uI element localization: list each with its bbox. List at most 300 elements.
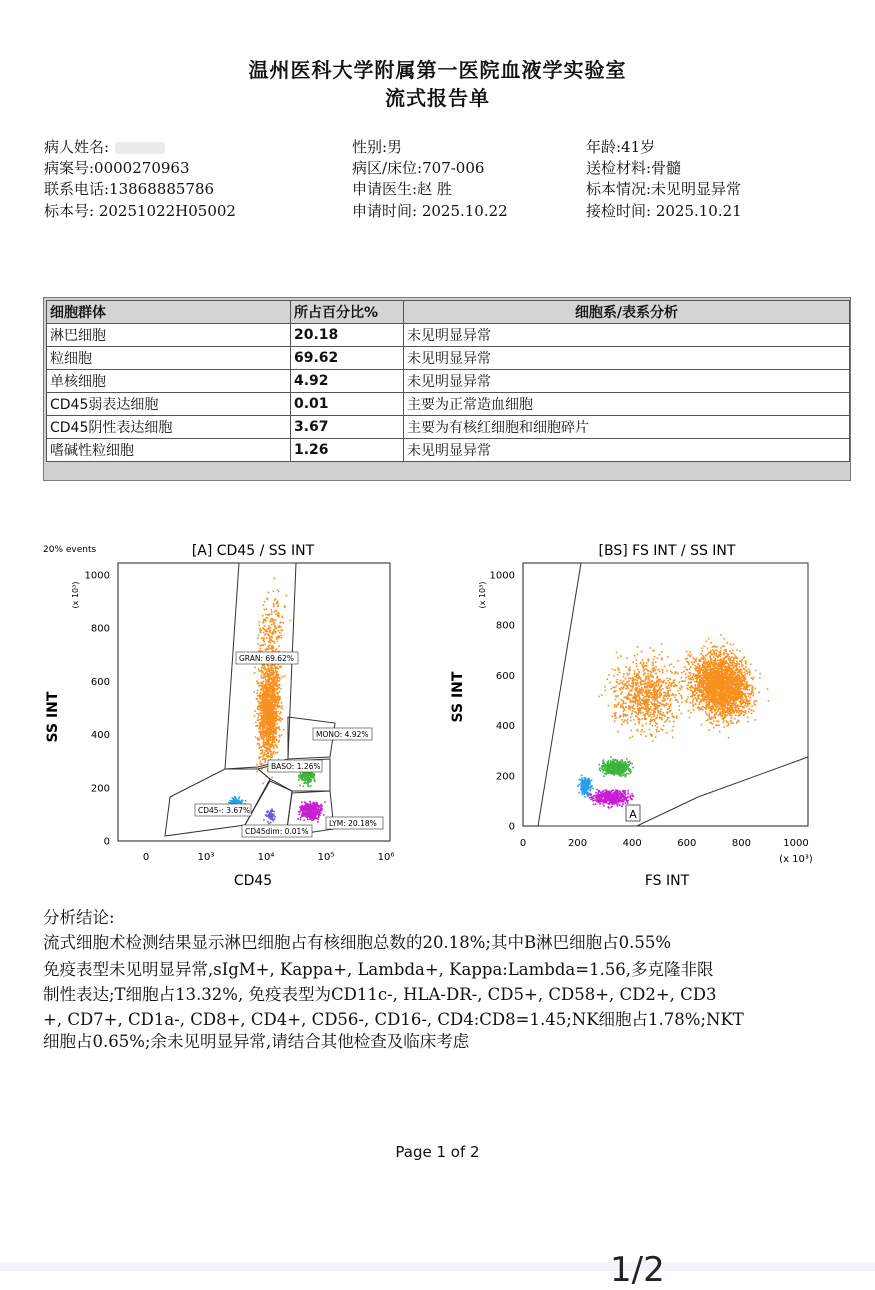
event-dot (689, 651, 691, 653)
event-dot (309, 818, 311, 820)
event-dot (742, 697, 744, 699)
event-dot (266, 701, 268, 703)
event-dot (274, 578, 276, 580)
event-dot (690, 677, 692, 679)
plot-a-xticks (143, 852, 395, 863)
event-dot (260, 630, 262, 632)
event-dot (735, 663, 737, 665)
event-dot (728, 656, 730, 658)
event-dot (284, 675, 286, 677)
event-dot (254, 667, 256, 669)
event-dot (268, 719, 270, 721)
event-dot (258, 719, 260, 721)
event-dot (748, 711, 750, 713)
event-dot (714, 688, 716, 690)
event-dot (273, 748, 275, 750)
event-dot (688, 678, 690, 680)
table-row (47, 416, 850, 439)
event-dot (275, 708, 277, 710)
event-dot (720, 655, 722, 657)
event-dot (308, 780, 310, 782)
event-dot (720, 634, 722, 636)
event-dot (279, 706, 281, 708)
event-dot (320, 808, 322, 810)
event-dot (273, 740, 275, 742)
event-dot (259, 709, 261, 711)
event-dot (257, 637, 259, 639)
event-dot (712, 649, 714, 651)
event-dot (321, 808, 323, 810)
event-dot (746, 681, 748, 683)
event-dot (301, 779, 303, 781)
event-dot (273, 632, 275, 634)
event-dot (702, 683, 704, 685)
event-dot (314, 804, 316, 806)
event-dot (260, 750, 262, 752)
event-dot (318, 811, 320, 813)
event-dot (692, 663, 694, 665)
event-dot (755, 700, 757, 702)
event-dot (263, 740, 265, 742)
event-dot (266, 720, 268, 722)
event-dot (261, 736, 263, 738)
event-dot (698, 683, 700, 685)
ytick-1000: 1000 (490, 571, 515, 582)
event-dot (232, 801, 234, 803)
event-dot (270, 725, 272, 727)
event-dot (733, 705, 735, 707)
event-dot (280, 626, 282, 628)
event-dot (266, 740, 268, 742)
event-dot (682, 680, 684, 682)
event-dot (737, 720, 739, 722)
event-dot (276, 627, 278, 629)
event-dot (269, 638, 271, 640)
event-dot (693, 675, 695, 677)
event-dot (277, 636, 279, 638)
event-dot (710, 722, 712, 724)
event-dot (268, 816, 270, 818)
event-dot (743, 685, 745, 687)
event-dot (268, 627, 270, 629)
event-dot (728, 737, 730, 739)
event-dot (309, 810, 311, 812)
event-dot (262, 681, 264, 683)
event-dot (755, 688, 757, 690)
event-dot (704, 677, 706, 679)
event-dot (258, 668, 260, 670)
event-dot (725, 715, 727, 717)
table-row (47, 347, 850, 370)
event-dot (277, 601, 279, 603)
event-dot (738, 705, 740, 707)
event-dot (265, 760, 267, 762)
event-dot (703, 645, 705, 647)
plot-bs-ylabel: SS INT (450, 671, 466, 722)
ward-bed: 病区/床位:707-006 (352, 157, 484, 178)
event-dot (313, 810, 315, 812)
event-dot (726, 720, 728, 722)
cd45neg-label: CD45-: 3.67% (198, 806, 250, 815)
event-dot (709, 656, 711, 658)
event-dot (696, 670, 698, 672)
event-dot (265, 679, 267, 681)
event-dot (306, 783, 308, 785)
plot-a-ylabel: SS INT (45, 691, 61, 742)
event-dot (692, 700, 694, 702)
event-dot (731, 685, 733, 687)
event-dot (708, 662, 710, 664)
event-dot (239, 796, 241, 798)
event-dot (701, 669, 703, 671)
event-dot (731, 717, 733, 719)
event-dot (275, 729, 277, 731)
event-dot (260, 715, 262, 717)
event-dot (746, 684, 748, 686)
event-dot (715, 677, 717, 679)
event-dot (714, 666, 716, 668)
event-dot (277, 752, 279, 754)
event-dot (283, 729, 285, 731)
event-dot (703, 684, 705, 686)
event-dot (721, 698, 723, 700)
event-dot (265, 614, 267, 616)
apply-time: 申请时间: 2025.10.22 (352, 200, 508, 221)
event-dot (264, 703, 266, 705)
event-dot (276, 723, 278, 725)
event-dot (265, 674, 267, 676)
event-dot (259, 747, 261, 749)
event-dot (272, 667, 274, 669)
event-dot (749, 693, 751, 695)
event-dot (687, 669, 689, 671)
event-dot (260, 682, 262, 684)
ytick-600: 600 (91, 677, 110, 688)
table-row (47, 324, 850, 347)
event-dot (265, 814, 267, 816)
event-dot (270, 728, 272, 730)
event-dot (279, 678, 281, 680)
event-dot (729, 644, 731, 646)
patient-age: 年龄:41岁 (586, 136, 655, 157)
event-dot (708, 652, 710, 654)
event-dot (686, 688, 688, 690)
event-dot (275, 720, 277, 722)
event-dot (273, 677, 275, 679)
event-dot (263, 673, 265, 675)
event-dot (273, 815, 275, 817)
table-header-row (47, 301, 850, 324)
event-dot (273, 753, 275, 755)
event-dot (696, 680, 698, 682)
cell-percent: 20.18 (291, 324, 404, 347)
event-dot (262, 724, 264, 726)
event-dot (713, 660, 715, 662)
event-dot (277, 603, 279, 605)
event-dot (751, 686, 753, 688)
event-dot (270, 705, 272, 707)
event-dot (229, 800, 231, 802)
event-dot (690, 675, 692, 677)
event-dot (696, 658, 698, 660)
event-dot (741, 673, 743, 675)
event-dot (238, 802, 240, 804)
event-dot (275, 713, 277, 715)
cell-analysis: 主要为正常造血细胞 (404, 393, 850, 416)
event-dot (257, 706, 259, 708)
event-dot (687, 654, 689, 656)
event-dot (738, 670, 740, 672)
event-dot (263, 819, 265, 821)
event-dot (273, 745, 275, 747)
event-dot (715, 662, 717, 664)
cell-percent: 1.26 (291, 439, 404, 462)
event-dot (260, 753, 262, 755)
event-dot (693, 673, 695, 675)
event-dot (705, 707, 707, 709)
event-dot (746, 689, 748, 691)
event-dot (271, 751, 273, 753)
event-dot (265, 619, 267, 621)
event-dot (713, 654, 715, 656)
event-dot (275, 705, 277, 707)
event-dot (259, 712, 261, 714)
event-dot (704, 682, 706, 684)
event-dot (262, 699, 264, 701)
event-dot (258, 743, 260, 745)
event-dot (301, 777, 303, 779)
event-dot (281, 734, 283, 736)
event-dot (301, 806, 303, 808)
event-dot (267, 695, 269, 697)
event-dot (282, 622, 284, 624)
event-dot (280, 707, 282, 709)
event-dot (312, 803, 314, 805)
event-dot (307, 785, 309, 787)
event-dot (705, 655, 707, 657)
event-dot (748, 695, 750, 697)
event-dot (261, 746, 263, 748)
event-dot (273, 726, 275, 728)
event-dot (266, 753, 268, 755)
event-dot (701, 692, 703, 694)
event-dot (699, 660, 701, 662)
event-dot (270, 631, 272, 633)
event-dot (709, 713, 711, 715)
event-dot (265, 712, 267, 714)
event-dot (711, 654, 713, 656)
event-dot (268, 646, 270, 648)
event-dot (733, 658, 735, 660)
event-dot (238, 800, 240, 802)
event-dot (266, 670, 268, 672)
event-dot (255, 736, 257, 738)
event-dot (234, 796, 236, 798)
event-dot (266, 698, 268, 700)
event-dot (276, 682, 278, 684)
event-dot (718, 668, 720, 670)
event-dot (316, 802, 318, 804)
redacted-name (115, 142, 165, 154)
event-dot (717, 674, 719, 676)
event-dot (724, 645, 726, 647)
event-dot (260, 760, 262, 762)
event-dot (275, 752, 277, 754)
event-dot (702, 673, 704, 675)
event-dot (745, 676, 747, 678)
event-dot (242, 800, 244, 802)
event-dot (741, 680, 743, 682)
event-dot (714, 715, 716, 717)
event-dot (284, 606, 286, 608)
event-dot (279, 691, 281, 693)
event-dot (259, 706, 261, 708)
plot-bs-title: [BS] FS INT / SS INT (599, 543, 736, 559)
event-dot (270, 811, 272, 813)
event-dot (743, 714, 745, 716)
event-dot (264, 754, 266, 756)
event-dot (254, 715, 256, 717)
event-dot (279, 717, 281, 719)
event-dot (258, 703, 260, 705)
event-dot (741, 677, 743, 679)
event-dot (269, 750, 271, 752)
event-dot (691, 681, 693, 683)
event-dot (709, 715, 711, 717)
event-dot (228, 802, 230, 804)
event-dot (697, 686, 699, 688)
event-dot (749, 671, 751, 673)
event-dot (709, 677, 711, 679)
event-dot (266, 816, 268, 818)
event-dot (733, 692, 735, 694)
event-dot (744, 672, 746, 674)
event-dot (274, 691, 276, 693)
event-dot (301, 801, 303, 803)
event-dot (307, 818, 309, 820)
event-dot (735, 702, 737, 704)
xtick-1e3: 10³ (198, 852, 215, 863)
event-dot (277, 674, 279, 676)
event-dot (257, 717, 259, 719)
event-dot (699, 672, 701, 674)
event-dot (269, 701, 271, 703)
event-dot (737, 696, 739, 698)
event-dot (713, 727, 715, 729)
event-dot (737, 715, 739, 717)
event-dot (743, 668, 745, 670)
event-dot (273, 735, 275, 737)
event-dot (262, 710, 264, 712)
event-dot (709, 694, 711, 696)
event-dot (733, 712, 735, 714)
event-dot (689, 702, 691, 704)
cell-percent: 4.92 (291, 370, 404, 393)
event-dot (726, 712, 728, 714)
event-dot (686, 651, 688, 653)
event-dot (687, 685, 689, 687)
xtick-0: 0 (143, 852, 149, 863)
event-dot (724, 726, 726, 728)
event-dot (265, 743, 267, 745)
event-dot (264, 700, 266, 702)
event-dot (286, 595, 288, 597)
event-dot (278, 698, 280, 700)
event-dot (739, 675, 741, 677)
event-dot (706, 687, 708, 689)
event-dot (265, 630, 267, 632)
event-dot (308, 782, 310, 784)
event-dot (728, 658, 730, 660)
event-dot (276, 610, 278, 612)
event-dot (270, 723, 272, 725)
event-dot (268, 641, 270, 643)
event-dot (713, 656, 715, 658)
event-dot (270, 609, 272, 611)
event-dot (307, 783, 309, 785)
event-dot (272, 670, 274, 672)
event-dot (268, 730, 270, 732)
event-dot (312, 819, 314, 821)
event-dot (274, 816, 276, 818)
event-dot (269, 706, 271, 708)
event-dot (696, 681, 698, 683)
event-dot (730, 664, 732, 666)
event-dot (305, 802, 307, 804)
event-dot (262, 749, 264, 751)
event-dot (306, 809, 308, 811)
event-dot (728, 653, 730, 655)
event-dot (724, 713, 726, 715)
event-dot (725, 662, 727, 664)
event-dot (694, 662, 696, 664)
event-dot (268, 592, 270, 594)
cell-population: CD45弱表达细胞 (47, 393, 291, 416)
event-dot (260, 735, 262, 737)
event-dot (703, 670, 705, 672)
event-dot (712, 696, 714, 698)
event-dot (268, 739, 270, 741)
plot-a-gates (165, 563, 335, 836)
event-dot (739, 650, 741, 652)
event-dot (260, 710, 262, 712)
event-dot (722, 660, 724, 662)
event-dot (733, 659, 735, 661)
event-dot (711, 680, 713, 682)
event-dot (257, 737, 259, 739)
event-dot (312, 777, 314, 779)
event-dot (736, 667, 738, 669)
event-dot (263, 725, 265, 727)
event-dot (282, 630, 284, 632)
event-dot (273, 623, 275, 625)
event-dot (688, 663, 690, 665)
event-dot (712, 646, 714, 648)
event-dot (707, 680, 709, 682)
event-dot (256, 693, 258, 695)
event-dot (737, 698, 739, 700)
event-dot (310, 785, 312, 787)
event-dot (259, 650, 261, 652)
event-dot (270, 627, 272, 629)
event-dot (688, 662, 690, 664)
event-dot (735, 710, 737, 712)
event-dot (720, 711, 722, 713)
event-dot (302, 809, 304, 811)
event-dot (269, 688, 271, 690)
event-dot (690, 666, 692, 668)
event-dot (278, 675, 280, 677)
